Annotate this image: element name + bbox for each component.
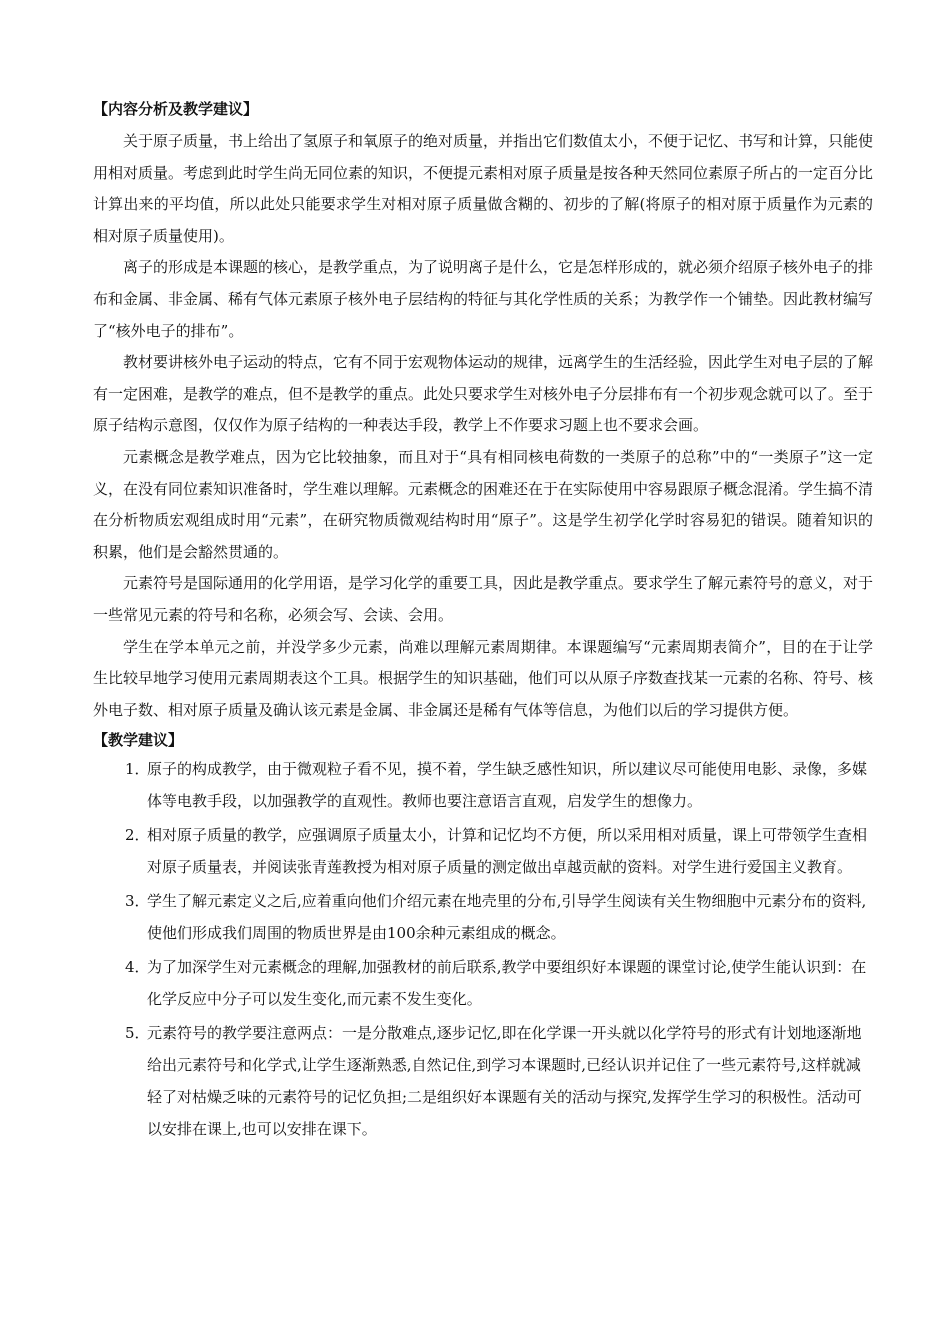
paragraph-element-symbol: 元素符号是国际通用的化学用语，是学习化学的重要工具，因此是教学重点。要求学生了解元素符号的意义，对于一些常见元素的符号和名称，必须会写、会读、会用。 bbox=[93, 574, 874, 624]
list-item bbox=[93, 951, 873, 1015]
list-item-number: 1． bbox=[125, 760, 150, 779]
list-item-text: 相对原子质量的教学，应强调原子质量太小，计算和记忆均不方便，所以采用相对质量，课上可带领学生查相对原子质量表，并阅读张青莲教授为相对原子质量的测定做出卓越贡献的资料。对学生进行爱国主义教育。 bbox=[147, 826, 868, 877]
list-item-number: 4． bbox=[125, 958, 150, 977]
paragraph-periodic-table: 学生在学本单元之前，并没学多少元素，尚难以理解元素周期律。本课题编写“元素周期表简介”，目的在于让学生比较早地学习使用元素周期表这个工具。根据学生的知识基础，他们可以从原子序数查找某一元素的名称、符号、核外电子数、相对原子质量及确认该元素是金属、非金属还是稀有气体等信息，为他们以后的学习提供方便。 bbox=[93, 637, 874, 719]
paragraph-element-concept: 元素概念是教学难点，因为它比较抽象，而且对于“具有相同核电荷数的一类原子的总称”中的“一类原子”这一定义，在没有同位素知识准备时，学生难以理解。元素概念的困难还在于在实际使用中容易跟原子概念混淆。学生搞不清在分析物质宏观组成时用“元素”，在研究物质微观结构时用“原子”。这是学生初学化学时容易犯的错误。随着知识的积累，他们是会豁然贯通的。 bbox=[93, 447, 874, 561]
list-item-number: 3． bbox=[125, 892, 150, 911]
list-item-number: 5． bbox=[125, 1024, 150, 1043]
list-item bbox=[93, 819, 873, 883]
paragraph-electron-motion: 教材要讲核外电子运动的特点，它有不同于宏观物体运动的规律，远离学生的生活经验，因此学生对电子层的了解有一定困难，是教学的难点，但不是教学的重点。此处只要求学生对核外电子分层排布有一个初步观念就可以了。至于原子结构示意图，仅仅作为原子结构的一种表达手段，教学上不作要求习题上也不要求会画。 bbox=[93, 353, 874, 435]
paragraph-atomic-mass: 关于原子质量，书上给出了氢原子和氧原子的绝对质量，并指出它们数值太小，不便于记忆、书写和计算，只能使用相对质量。考虑到此时学生尚无同位素的知识，不便提元素相对原子质量是按各种天然同位素原子所占的一定百分比计算出来的平均值，所以此处只能要求学生对相对原子质量做含糊的、初步的了解(将原子的相对原于质量作为元素的相对原子质量使用)。 bbox=[93, 132, 874, 245]
list-item bbox=[93, 885, 873, 949]
list-item-text: 元素符号的教学要注意两点：一是分散难点,逐步记忆,即在化学课一开头就以化学符号的形式有计划地逐渐地给出元素符号和化学式,让学生逐渐熟悉,自然记住,到学习本课题时,已经认识并记住了一些元素符号,这样就减轻了对枯燥乏味的元素符号的记忆负担;二是组织好本课题有关的活动与探究,发挥学生学习的积极性。活动可以安排在课上,也可以安排在课下。 bbox=[147, 1024, 862, 1139]
list-item-text: 为了加深学生对元素概念的理解,加强教材的前后联系,教学中要组织好本课题的课堂讨论,使学生能认识到：在化学反应中分子可以发生变化,而元素不发生变化。 bbox=[147, 958, 867, 1009]
list-item bbox=[93, 753, 873, 817]
list-item-number: 2． bbox=[125, 826, 150, 845]
list-item-text: 原子的构成教学，由于微观粒子看不见，摸不着，学生缺乏感性知识，所以建议尽可能使用电影、录像，多媒体等电教手段，以加强教学的直观性。教师也要注意语言直观，启发学生的想像力。 bbox=[147, 760, 868, 811]
section-title-teaching-suggestions: 【教学建议】 bbox=[93, 731, 184, 750]
section-title-content-analysis: 【内容分析及教学建议】 bbox=[93, 100, 259, 118]
paragraph-ion-formation: 离子的形成是本课题的核心，是教学重点，为了说明离子是什么，它是怎样形成的，就必须介绍原子核外电子的排布和金属、非金属、稀有气体元素原子核外电子层结构的特征与其化学性质的关系；为教学作一个铺垫。因此教材编写了“核外电子的排布”。 bbox=[93, 258, 874, 340]
list-item bbox=[93, 1017, 873, 1145]
list-item-text: 学生了解元素定义之后,应着重向他们介绍元素在地壳里的分布,引导学生阅读有关生物细胞中元素分布的资料,使他们形成我们周围的物质世界是由100余种元素组成的概念。 bbox=[147, 892, 867, 943]
document-content bbox=[93, 96, 873, 1147]
suggestion-list bbox=[93, 753, 873, 1145]
